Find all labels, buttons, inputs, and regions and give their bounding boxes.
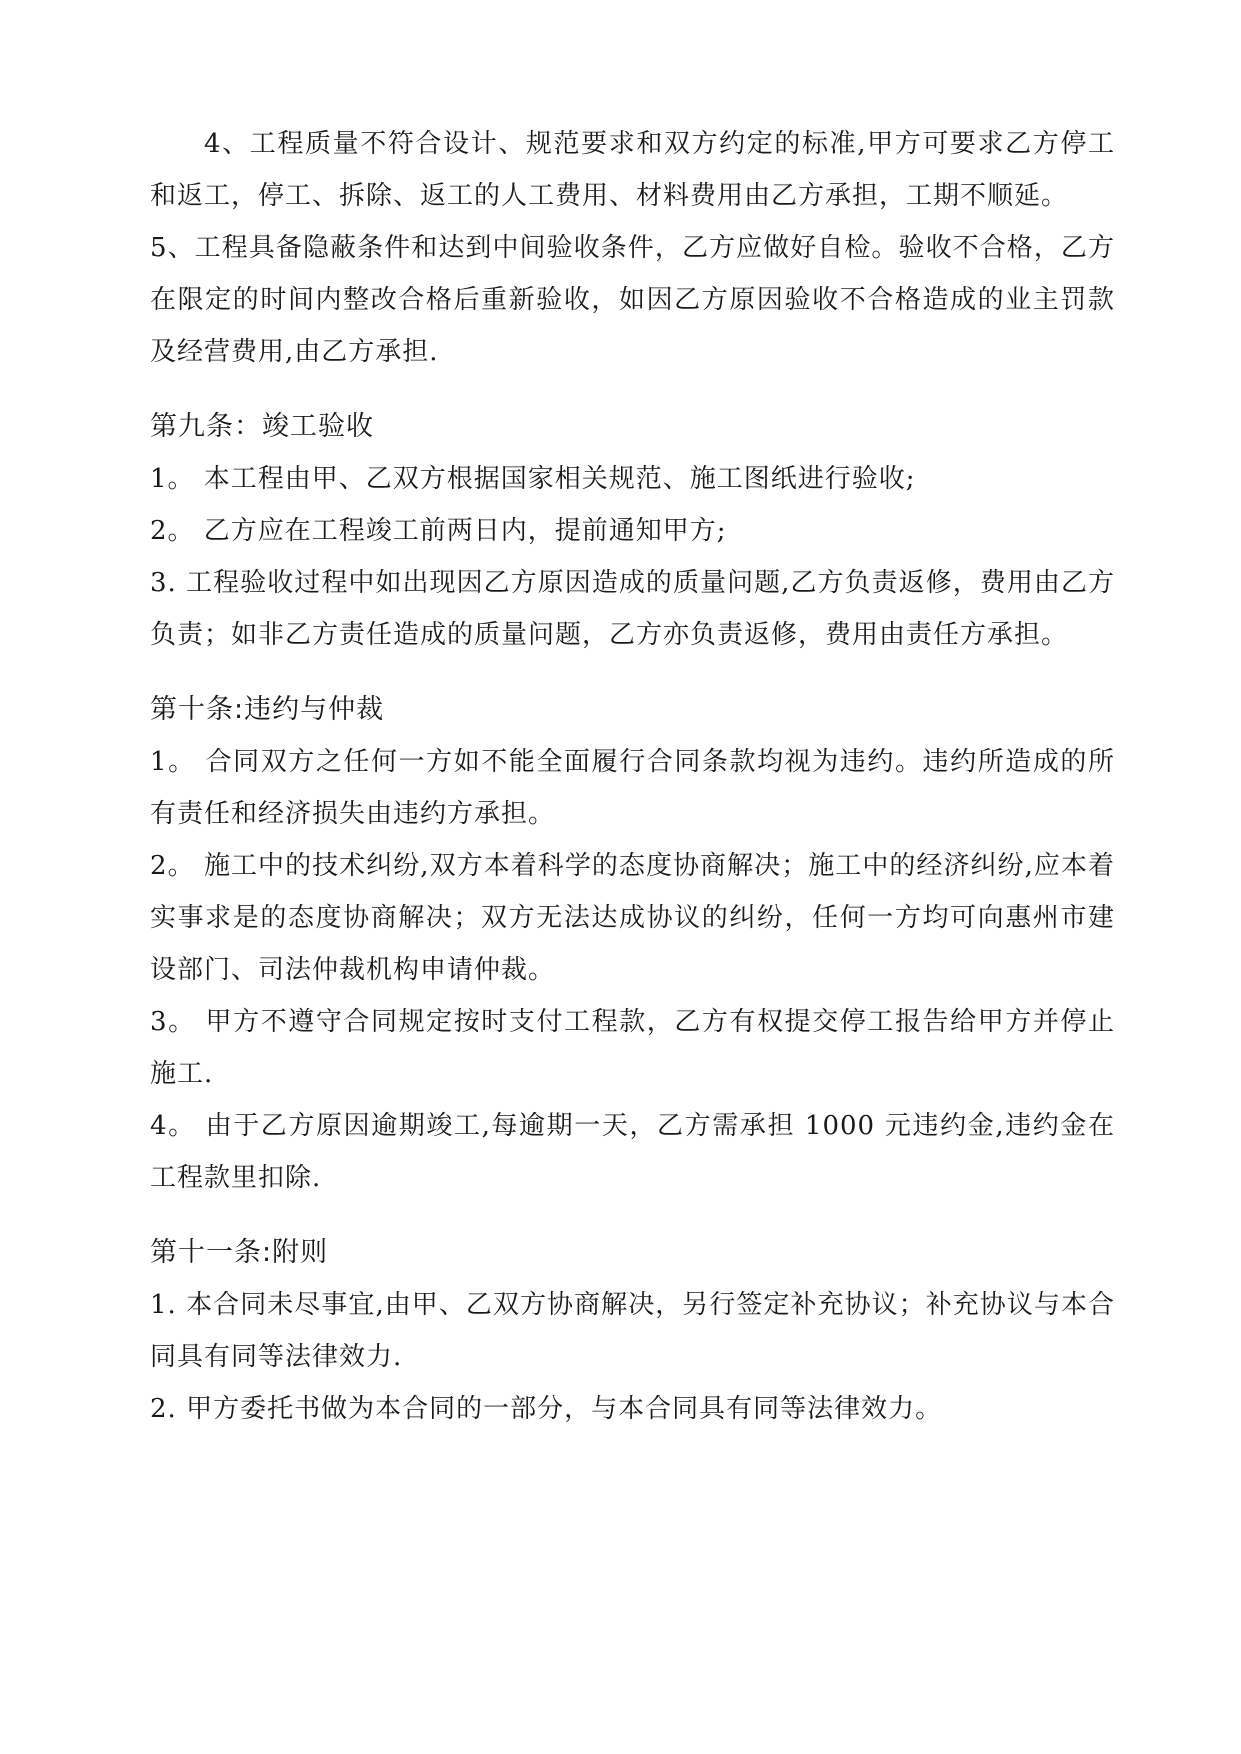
- section-heading: 第十条:违约与仲裁: [150, 694, 385, 725]
- clause-item: 3. 工程验收过程中如出现因乙方原因造成的质量问题,乙方负责返修，费用由乙方负责；如非乙方责任造成的质量问题，乙方亦负责返修，费用由责任方承担。: [150, 568, 1115, 650]
- section-gap: [150, 1204, 1115, 1227]
- section-gap: [150, 661, 1115, 684]
- clause-item: 1。 本工程由甲、乙双方根据国家相关规范、施工图纸进行验收;: [150, 464, 916, 494]
- clause-item: 1。 合同双方之任何一方如不能全面履行合同条款均视为违约。违约所造成的所有责任和经济损失由违约方承担。: [150, 747, 1115, 829]
- contract-page: [150, 118, 1115, 1435]
- clause-paragraph: 4、工程质量不符合设计、规范要求和双方约定的标准,甲方可要求乙方停工和返工，停工、拆除、返工的人工费用、材料费用由乙方承担，工期不顺延。: [150, 129, 1115, 211]
- clause-item: 2. 甲方委托书做为本合同的一部分，与本合同具有同等法律效力。: [150, 1394, 943, 1424]
- section-gap: [150, 378, 1115, 401]
- clause-item: 1. 本合同未尽事宜,由甲、乙双方协商解决，另行签定补充协议；补充协议与本合同具有同等法律效力.: [150, 1290, 1115, 1372]
- clause-item: 2。 施工中的技术纠纷,双方本着科学的态度协商解决；施工中的经济纠纷,应本着实事求是的态度协商解决；双方无法达成协议的纠纷，任何一方均可向惠州市建设部门、司法仲裁机构申请仲裁。: [150, 851, 1115, 985]
- clause-item: 3。 甲方不遵守合同规定按时支付工程款，乙方有权提交停工报告给甲方并停止施工.: [150, 1007, 1115, 1089]
- section-heading: 第九条：竣工验收: [150, 411, 374, 442]
- clause-item: 2。 乙方应在工程竣工前两日内，提前通知甲方;: [150, 516, 727, 546]
- clause-item: 4。 由于乙方原因逾期竣工,每逾期一天，乙方需承担 1000 元违约金,违约金在工程款里扣除.: [150, 1111, 1115, 1193]
- clause-paragraph: 5、工程具备隐蔽条件和达到中间验收条件，乙方应做好自检。验收不合格，乙方在限定的时间内整改合格后重新验收，如因乙方原因验收不合格造成的业主罚款及经营费用,由乙方承担.: [150, 233, 1115, 367]
- section-heading: 第十一条:附则: [150, 1237, 329, 1268]
